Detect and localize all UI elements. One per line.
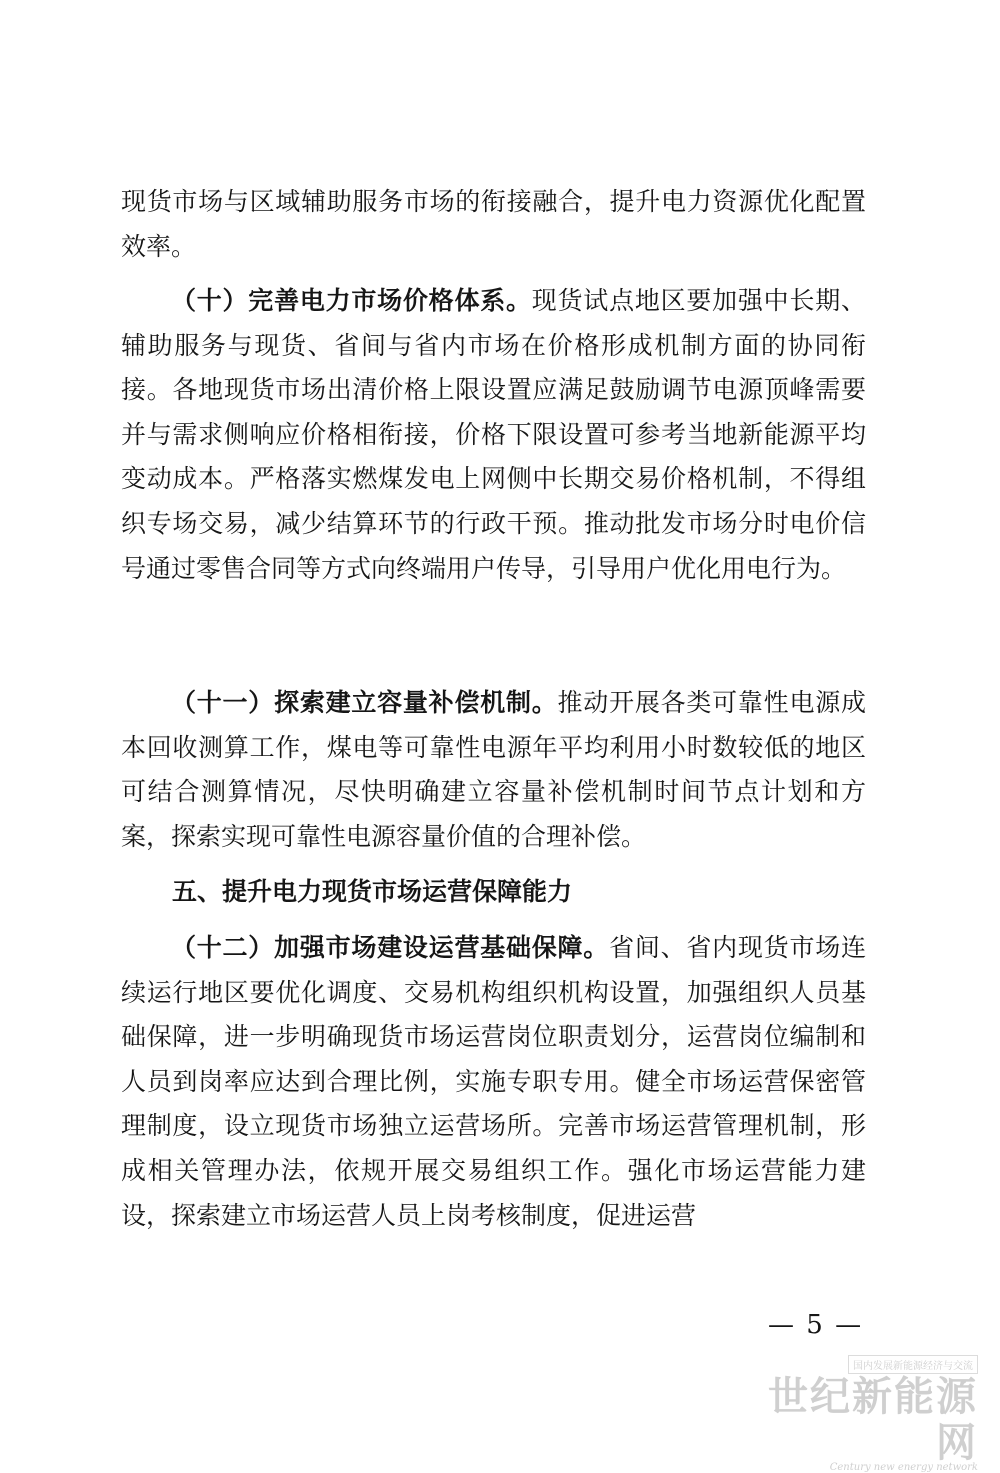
paragraph-operation-support	[121, 926, 866, 1238]
watermark-tagline: 国内发展新能源经济与交流	[848, 1355, 978, 1374]
section-12-title: （十二）加强市场建设运营基础保障。	[171, 933, 610, 962]
page-number: — 5 —	[768, 1310, 864, 1340]
section-10-title: （十）完善电力市场价格体系。	[171, 286, 532, 315]
watermark-logo	[763, 1354, 978, 1473]
section-11-title: （十一）探索建立容量补偿机制。	[171, 688, 558, 717]
paragraph-capacity-compensation	[121, 681, 866, 859]
section-11-body: 推动开展各类可靠性电源成本回收测算工作，煤电等可靠性电源年平均利用小时数较低的地区可结合测算情况，尽快明确建立容量补偿机制时间节点计划和方案，探索实现可靠性电源容量价值的合理补偿。	[121, 688, 866, 851]
paragraph-price-system	[121, 279, 866, 591]
section-5-heading: 五、提升电力现货市场运营保障能力	[172, 877, 573, 906]
paragraph-1-text: 现货市场与区域辅助服务市场的衔接融合，提升电力资源优化配置效率。	[121, 187, 866, 261]
section-12-body: 省间、省内现货市场连续运行地区要优化调度、交易机构组织机构设置，加强组织人员基础保障，进一步明确现货市场运营岗位职责划分，运营岗位编制和人员到岗率应达到合理比例，实施专职专用。健全市场运营保密管理制度，设立现货市场独立运营场所。完善市场运营管理机制，形成相关管理办法，依规开展交易组织工作。强化市场运营能力建设，探索建立市场运营人员上岗考核制度，促进运营	[121, 933, 866, 1230]
section-10-body: 现货试点地区要加强中长期、辅助服务与现货、省间与省内市场在价格形成机制方面的协同衔接。各地现货市场出清价格上限设置应满足鼓励调节电源顶峰需要并与需求侧响应价格相衔接，价格下限设置可参考当地新能源平均变动成本。严格落实燃煤发电上网侧中长期交易价格机制，不得组织专场交易，减少结算环节的行政干预。推动批发市场分时电价信号通过零售合同等方式向终端用户传导，引导用户优化用电行为。	[121, 286, 866, 583]
watermark-english: Century new energy network	[829, 1462, 978, 1473]
watermark-name: 世纪新能源网	[768, 1374, 978, 1466]
paragraph-1	[121, 180, 866, 269]
